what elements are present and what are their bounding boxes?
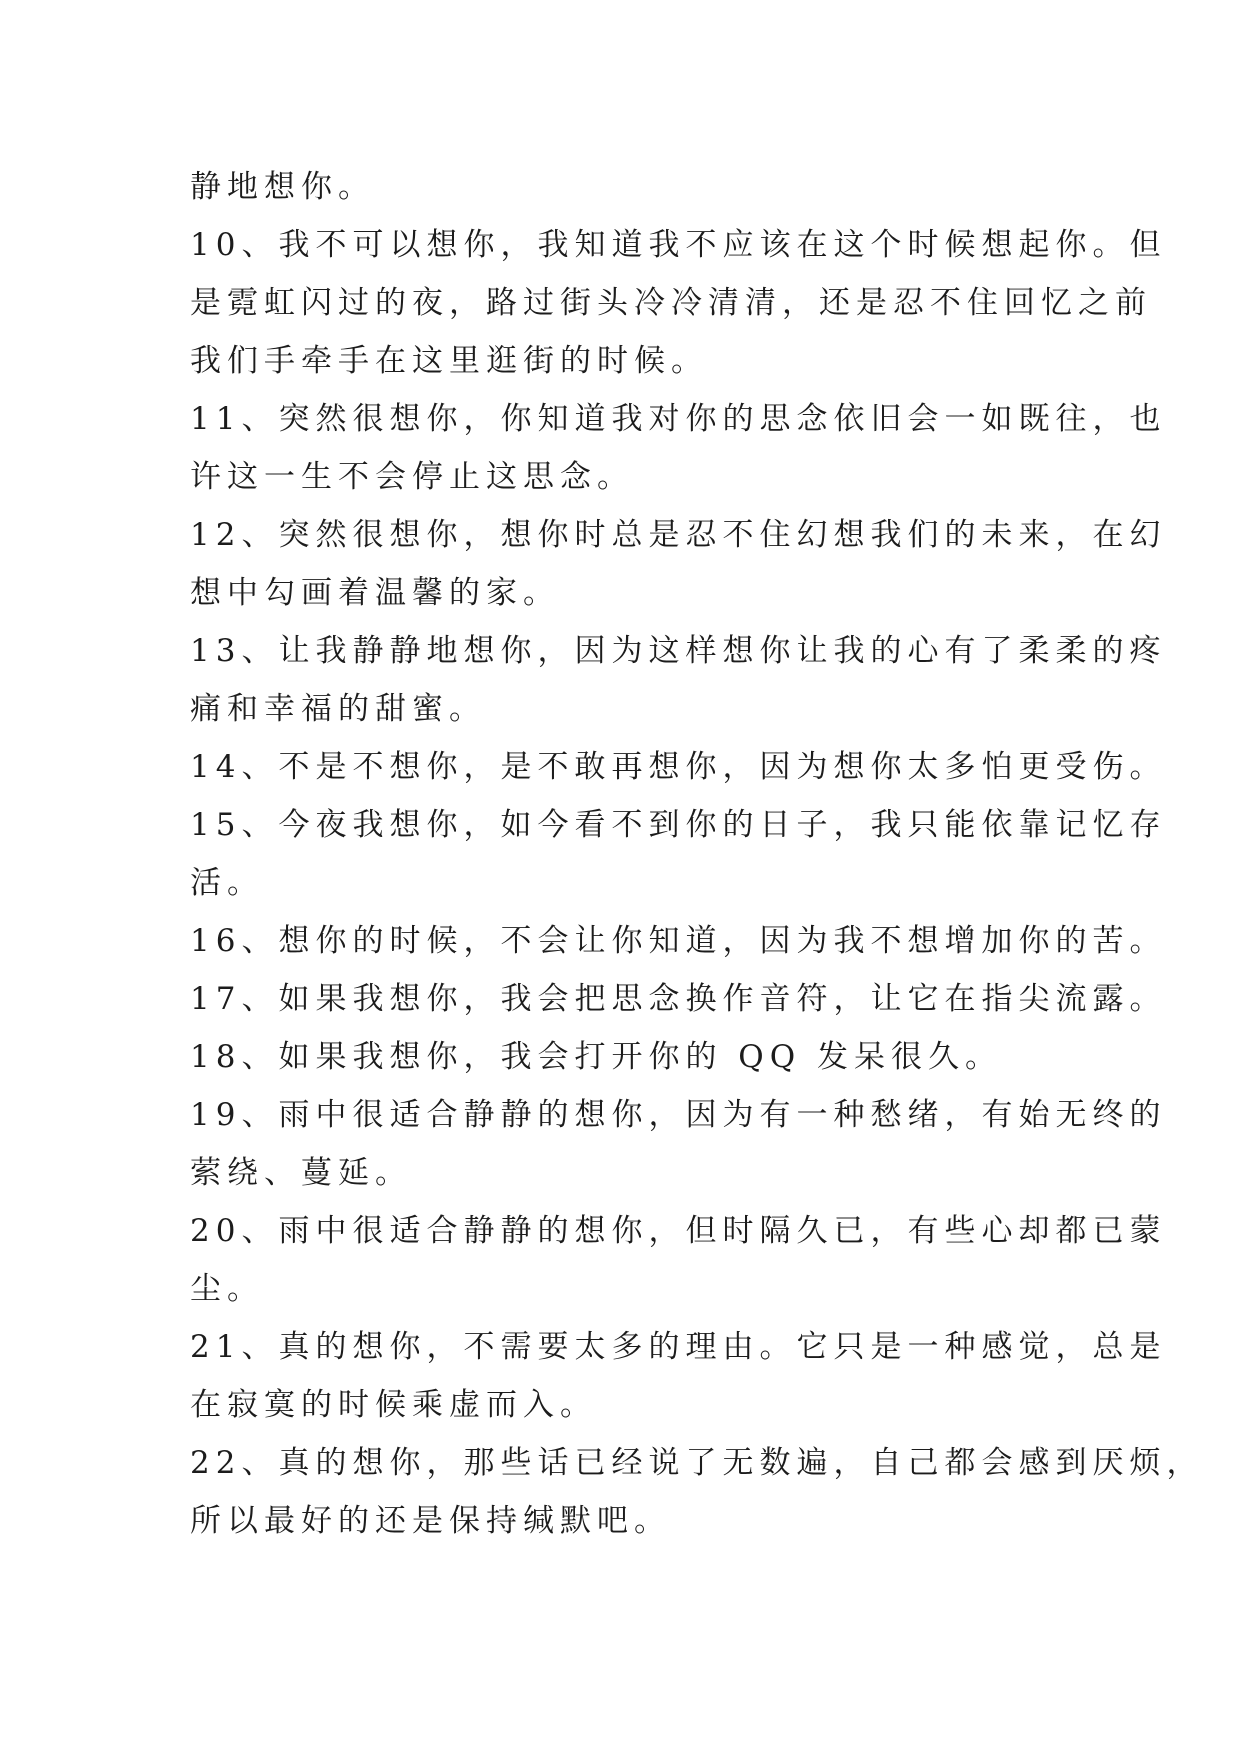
text-line: 我们手牵手在这里逛街的时候。	[190, 343, 708, 379]
text-line: 在寂寞的时候乘虚而入。	[190, 1387, 597, 1423]
text-line: 17、如果我想你，我会把思念换作音符，让它在指尖流露。	[190, 981, 1167, 1017]
text-line: 许这一生不会停止这思念。	[190, 459, 634, 495]
text-line: 尘。	[190, 1271, 264, 1307]
text-line: 10、我不可以想你，我知道我不应该在这个时候想起你。但	[190, 227, 1167, 263]
text-line: 活。	[190, 865, 264, 901]
text-line: 20、雨中很适合静静的想你，但时隔久已，有些心却都已蒙	[190, 1213, 1167, 1249]
text-line: 想中勾画着温馨的家。	[190, 575, 560, 611]
text-line: 13、让我静静地想你，因为这样想你让我的心有了柔柔的疼	[190, 633, 1167, 669]
text-line: 15、今夜我想你，如今看不到你的日子，我只能依靠记忆存	[190, 807, 1167, 843]
document-body	[190, 158, 1204, 1550]
text-line: 14、不是不想你，是不敢再想你，因为想你太多怕更受伤。	[190, 749, 1167, 785]
text-line: 痛和幸福的甜蜜。	[190, 691, 486, 727]
text-line: 萦绕、蔓延。	[190, 1155, 412, 1191]
text-line: 22、真的想你，那些话已经说了无数遍，自己都会感到厌烦，	[190, 1445, 1204, 1481]
text-line: 是霓虹闪过的夜，路过街头冷冷清清，还是忍不住回忆之前	[190, 285, 1152, 321]
text-line: 21、真的想你，不需要太多的理由。它只是一种感觉，总是	[190, 1329, 1167, 1365]
text-line: 12、突然很想你，想你时总是忍不住幻想我们的未来，在幻	[190, 517, 1167, 553]
text-line: 静地想你。	[190, 169, 375, 205]
text-line: 16、想你的时候，不会让你知道，因为我不想增加你的苦。	[190, 923, 1167, 959]
text-line: 11、突然很想你，你知道我对你的思念依旧会一如既往，也	[190, 401, 1167, 437]
text-line: 19、雨中很适合静静的想你，因为有一种愁绪，有始无终的	[190, 1097, 1167, 1133]
text-line: 所以最好的还是保持缄默吧。	[190, 1503, 671, 1539]
text-line: 18、如果我想你，我会打开你的 QQ 发呆很久。	[190, 1039, 1002, 1075]
